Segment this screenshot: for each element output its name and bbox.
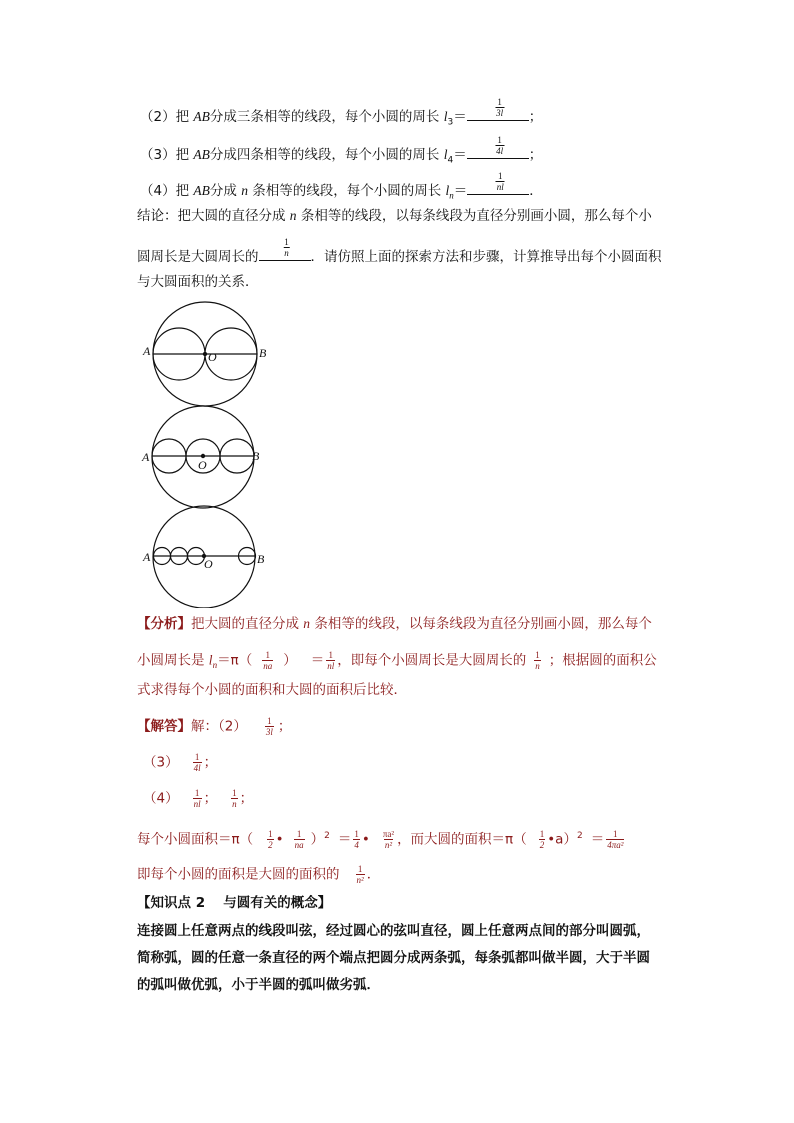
answer-line-3 — [143, 752, 217, 773]
label-o: O — [198, 458, 207, 472]
frac-den: 2 — [268, 840, 273, 850]
conclusion-line-2 — [137, 237, 662, 267]
fraction — [353, 829, 360, 850]
frac-den: nl — [327, 661, 335, 671]
answer-blank — [467, 135, 529, 159]
answer-blank — [467, 97, 529, 121]
frac-num: 1 — [328, 650, 333, 660]
fraction — [534, 650, 541, 671]
frac-num: 1 — [498, 171, 503, 181]
frac-num: 1 — [232, 788, 237, 798]
label-b: B — [259, 346, 267, 360]
var-sub: 4 — [447, 155, 454, 166]
analysis-text: 条相等的线段，以每条线段为直径分别画小圆，那么每个 — [310, 616, 652, 632]
frac-num: 1 — [357, 864, 363, 874]
answer-text: ） — [310, 831, 325, 848]
fraction — [193, 752, 202, 773]
fraction — [606, 829, 624, 850]
exponent: 2 — [324, 831, 330, 841]
label-b: B — [252, 449, 260, 463]
conclusion-text: 条相等的线段，以每条线段为直径分别画小圆，那么每个小 — [296, 208, 652, 224]
var-l: l — [443, 147, 448, 162]
frac-num: 1 — [194, 788, 200, 798]
frac-den: n² — [356, 875, 364, 885]
circle-figures — [138, 298, 278, 608]
answer-conclusion — [137, 864, 380, 885]
frac-num: 1 — [613, 829, 618, 839]
figure-two-circles — [142, 302, 267, 406]
analysis-text: ＝π（ — [217, 652, 253, 669]
equals: ＝ — [453, 183, 468, 199]
answer-text: 即每个小圆的面积是大圆的面积的 — [137, 866, 340, 883]
var-n: n — [289, 208, 297, 223]
frac-den: na — [294, 840, 304, 850]
frac-num: 1 — [194, 752, 200, 762]
var-sub: 3 — [447, 117, 454, 128]
equals: ＝ — [453, 109, 467, 125]
line-text: 分成四条相等的线段，每个小圆的周长 — [209, 147, 444, 163]
line-end: ． — [529, 183, 543, 199]
frac-den: 2 — [539, 840, 545, 850]
fraction — [193, 788, 202, 809]
fraction — [326, 650, 335, 671]
figure-three-circles — [141, 406, 260, 508]
equals: ＝ — [453, 147, 467, 163]
fraction — [262, 650, 273, 671]
fraction — [265, 716, 274, 737]
fraction — [539, 829, 546, 850]
var-l: l — [208, 652, 213, 668]
conclusion-text: 圆周长是大圆周长的 — [137, 249, 259, 265]
analysis-line-2 — [137, 650, 657, 675]
answer-text: ＝ — [590, 831, 605, 848]
frac-den: 3l — [496, 108, 504, 118]
var-l: l — [445, 183, 450, 198]
frac-den: 4l — [496, 146, 504, 156]
conclusion-line-3 — [137, 272, 259, 292]
var-sub: n — [449, 190, 454, 201]
fraction — [495, 97, 504, 118]
answer-text: • — [361, 831, 370, 848]
frac-num: πa² — [382, 829, 395, 839]
conclusion-text: ．请仿照上面的探索方法和步骤，计算推导出每个小圆面积 — [310, 249, 662, 265]
frac-num: 1 — [268, 829, 273, 839]
frac-den: 4l — [193, 763, 201, 773]
label-o: O — [204, 557, 213, 571]
analysis-text: 把大圆的直径分成 — [191, 616, 304, 632]
frac-den: n — [284, 248, 289, 258]
frac-num: 1 — [267, 716, 272, 726]
analysis-text: 式求得每个小圆的面积和大圆的面积后比较． — [137, 682, 407, 698]
label-a: A — [143, 550, 151, 564]
analysis-line-3 — [137, 680, 407, 700]
frac-num: 1 — [535, 650, 540, 660]
frac-den: 3l — [265, 727, 273, 737]
segment-ab: AB — [193, 183, 210, 198]
line-text: 分成 — [209, 183, 242, 199]
answer-text: （4） — [143, 790, 179, 807]
answer-area-line — [137, 826, 626, 850]
conclusion-text: 结论：把大圆的直径分成 — [137, 208, 290, 224]
answer-text: ，而大圆的面积＝π（ — [397, 831, 527, 848]
answer-text: 每个小圆面积＝π（ — [137, 831, 254, 848]
knowledge-paragraph-line: 连接圆上任意两点的线段叫弦，经过圆心的弦叫直径，圆上任意两点间的部分叫圆弧， — [137, 923, 650, 939]
answer-blank — [259, 237, 311, 261]
frac-num: 1 — [284, 237, 289, 247]
label-o: O — [208, 350, 217, 364]
question-line-3 — [140, 135, 543, 171]
segment-ab: AB — [193, 147, 210, 162]
line-end: ； — [528, 147, 543, 163]
frac-num: 1 — [497, 135, 502, 145]
frac-num: 1 — [296, 829, 302, 839]
analysis-text: ，即每个小圆周长是大圆周长的 — [337, 652, 527, 669]
exponent: 2 — [576, 831, 583, 841]
fraction — [231, 788, 238, 809]
line-prefix: （4）把 — [140, 183, 194, 199]
fraction — [356, 864, 365, 885]
label-b: B — [257, 552, 265, 566]
fraction — [382, 829, 395, 850]
answer-text: ； — [203, 790, 218, 807]
answer-line-4 — [143, 788, 253, 809]
answer-line-2 — [137, 716, 291, 737]
analysis-tag: 【分析】 — [137, 616, 191, 632]
var-l: l — [443, 109, 448, 124]
analysis-text: ） — [283, 652, 297, 669]
conclusion-line-1 — [137, 206, 652, 226]
conclusion-text: 与大圆面积的关系． — [137, 274, 259, 290]
fraction — [283, 237, 290, 258]
line-prefix: （3）把 — [140, 147, 194, 163]
line-text: 分成三条相等的线段，每个小圆的周长 — [209, 109, 444, 125]
frac-num: 1 — [497, 97, 502, 107]
center-point — [203, 352, 207, 356]
fraction — [294, 829, 305, 850]
question-line-2 — [140, 97, 543, 133]
knowledge-paragraph-line: 简称弧，圆的任意一条直径的两个端点把圆分成两条弧，每条弧都叫做半圆，大于半圆 — [137, 950, 650, 966]
answer-text: ； — [277, 718, 292, 735]
answer-text: ＝ — [337, 831, 352, 848]
frac-den: nl — [193, 799, 201, 809]
frac-num: 1 — [354, 829, 359, 839]
analysis-text: 小圆周长是 — [137, 652, 209, 669]
frac-den: n — [232, 799, 237, 809]
knowledge-title: 【知识点 2 与圆有关的概念】 — [137, 895, 332, 911]
analysis-line-1 — [137, 614, 652, 634]
answer-text: （3） — [143, 754, 179, 771]
answer-text: ； — [239, 790, 254, 807]
answer-text: • — [275, 831, 284, 848]
fraction — [496, 171, 505, 192]
question-line-4 — [140, 171, 543, 206]
frac-den: 4 — [354, 840, 359, 850]
answer-text: 解：（2） — [191, 718, 247, 735]
frac-den: na — [263, 661, 273, 671]
var-sub: n — [212, 660, 218, 671]
var-n: n — [241, 183, 248, 198]
segment-ab: AB — [193, 109, 210, 124]
fraction — [267, 829, 274, 850]
var-n: n — [303, 616, 311, 631]
frac-den: n — [535, 661, 540, 671]
analysis-text: ；根据圆的面积公 — [548, 652, 657, 669]
label-a: A — [142, 450, 150, 464]
answer-text: •a） — [547, 831, 577, 848]
frac-den: n² — [384, 840, 393, 850]
figure-n-circles — [142, 506, 265, 608]
analysis-text: ＝ — [310, 652, 325, 669]
line-text: 条相等的线段，每个小圆的周长 — [247, 183, 446, 199]
answer-text: ； — [203, 754, 218, 771]
line-prefix: （2）把 — [140, 109, 194, 125]
answer-text: ． — [366, 866, 381, 883]
frac-den: nl — [496, 182, 504, 192]
answer-blank — [467, 171, 529, 195]
knowledge-paragraph-line: 的弧叫做优弧，小于半圆的弧叫做劣弧． — [137, 977, 380, 993]
label-a: A — [143, 344, 151, 358]
line-end: ； — [528, 109, 543, 125]
fraction — [495, 135, 504, 156]
frac-num: 1 — [265, 650, 270, 660]
answer-tag: 【解答】 — [137, 718, 191, 735]
frac-num: 1 — [539, 829, 545, 839]
frac-den: 4πa² — [607, 840, 624, 850]
